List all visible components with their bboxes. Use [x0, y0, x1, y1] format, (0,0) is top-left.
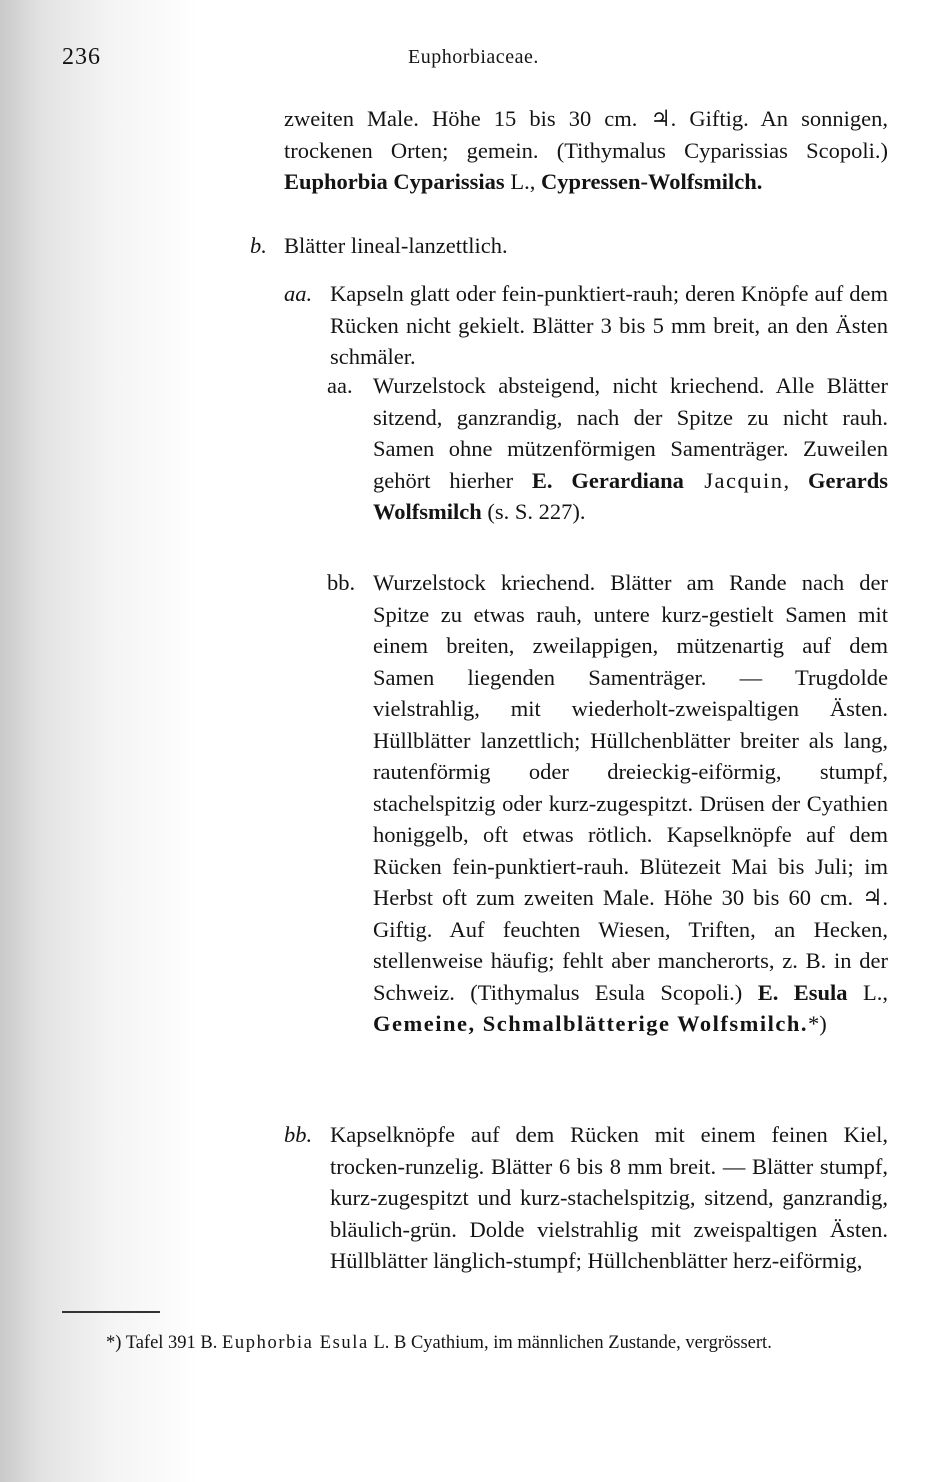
common-name: Cypressen-Wolfsmilch. [540, 169, 763, 194]
item-label: aa. [327, 373, 353, 398]
key-item-b [250, 230, 888, 262]
species-name: Euphorbia Cyparissias [284, 169, 505, 194]
page-header [0, 44, 930, 78]
item-text: Kapseln glatt oder fein-punktiert-rauh; deren Knöpfe auf dem Rücken nicht gekielt. Blätter 3 bis 5 mm breit, an den Ästen schmäler. [330, 281, 888, 369]
common-name: Gerards Wolfsmilch [373, 467, 889, 524]
key-item-aa-upright [327, 370, 889, 528]
item-text: Wurzelstock absteigend, nicht kriechend. Alle Blätter sitzend, ganzrandig, nach der Spitze zu nicht rauh. Samen ohne mützenförmigen Samenträger. Zuweilen gehört hierher E. Gerardiana Jacquin, Gerards Wolfsmilch (s. S. 227). [373, 373, 889, 524]
species-name: E. Gerardiana [531, 467, 684, 493]
continued-text: zweiten Male. Höhe 15 bis 30 cm. ♃. Giftig. An sonnigen, trockenen Orten; gemein. (Tithymalus Cyparissias Scopoli.) Euphorbia Cyparissias L., Cypressen-Wolfsmilch. [284, 106, 888, 194]
item-label: bb. [284, 1122, 313, 1147]
species-name: E. Esula [757, 979, 848, 1005]
common-name: Gemeine, Schmalblätterige Wolfsmilch. [373, 1011, 809, 1036]
item-text: Kapselknöpfe auf dem Rücken mit einem feinen Kiel, trocken-runzelig. Blätter 6 bis 8 mm breit. — Blätter stumpf, kurz-zugespitzt und kurz-stachelspitzig, sitzend, ganzrandig, bläulich-grün. Dolde vielstrahlig mit zweispaltigen Ästen. Hüllblätter länglich-stumpf; Hüllchenblätter herz-eiförmig, [330, 1122, 888, 1273]
running-head: Euphorbiaceae. [408, 46, 539, 68]
key-item-aa-italic [284, 278, 888, 373]
footnote: *) Tafel 391 B. Euphorbia Esula L. B Cyathium, im männlichen Zustande, vergrössert. [106, 1333, 772, 1353]
item-label: b. [250, 233, 267, 258]
author-name: Jacquin [683, 467, 784, 493]
continued-paragraph [284, 103, 888, 198]
item-label: bb. [327, 570, 356, 595]
item-text: Blätter lineal-lanzettlich. [284, 233, 508, 258]
item-label: aa. [284, 281, 313, 306]
key-item-bb-italic [284, 1119, 888, 1277]
footnote-rule [62, 1311, 160, 1313]
item-text: Wurzelstock kriechend. Blätter am Rande nach der Spitze zu etwas rauh, untere kurz-gestielt Samen mit einem breiten, zweilappigen, mützenartig auf dem Samen liegenden Samenträger. — Trugdolde vielstrahlig, mit wiederholt-zweispaltigen Ästen. Hüllblätter lanzettlich; Hüllchenblätter breiter als lang, rautenförmig oder dreieckig-eiförmig, stumpf, stachelspitzig oder kurz-zugespitzt. Drüsen der Cyathien honiggelb, oft etwas rötlich. Kapselknöpfe auf dem Rücken fein-punktiert-rauh. Blütezeit Mai bis Juli; im Herbst oft zum zweiten Male. Höhe 30 bis 60 cm. ♃. Giftig. Auf feuchten Wiesen, Triften, an Hecken, stellenweise häufig; fehlt aber mancherorts, z. B. in der Schweiz. (Tithymalus Esula Scopoli.) E. Esula L., Gemeine, Schmalblätterige Wolfsmilch.*) [373, 570, 888, 1036]
page-number: 236 [62, 44, 101, 70]
footnote-species: Euphorbia Esula [222, 1333, 369, 1353]
footnote-marker: *) [808, 1011, 827, 1036]
key-item-bb-upright [327, 567, 888, 1040]
